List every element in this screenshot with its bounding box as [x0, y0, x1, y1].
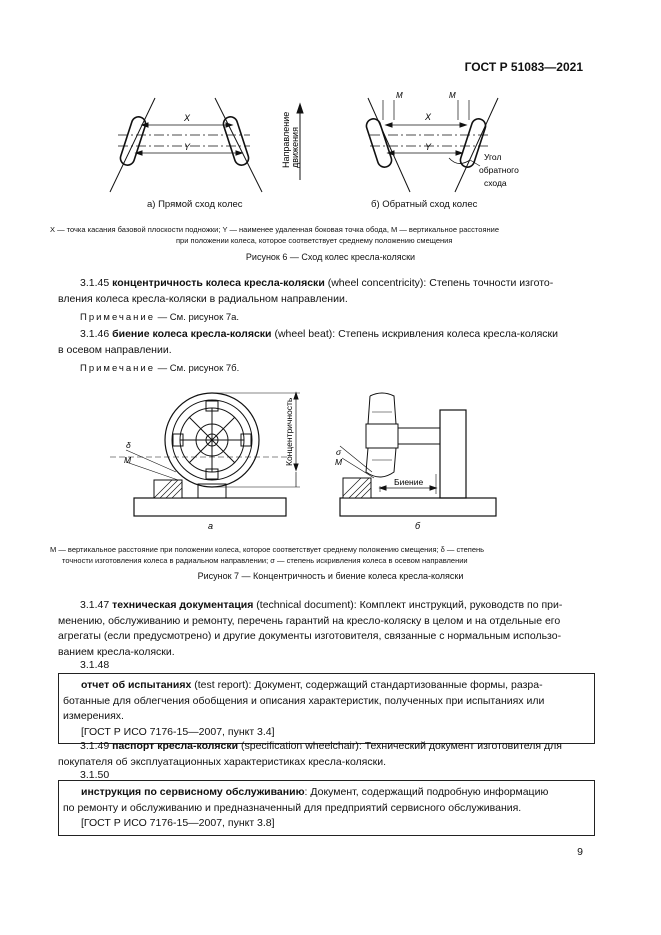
clause-text-2: покупателя об эксплуатационных характеристиках кресла-коляски. — [58, 755, 386, 768]
fig7-sub-a: а — [208, 521, 214, 531]
fig6b-caption: б) Обратный сход колес — [371, 199, 478, 210]
fig7-legend-line2: точности изготовления колеса в радиальном направлении; σ — степень искривления колеса в осевом направлении — [62, 556, 468, 565]
note-2 — [80, 363, 239, 374]
clause-text-3: измерениях. — [63, 710, 124, 722]
beat-label: Биение — [394, 477, 424, 487]
direction-label-2: движения — [290, 127, 300, 168]
direction-label-1: Направление — [281, 111, 291, 168]
clause-text-2: менению, обслуживанию и ремонту, перечень гарантий на кресло-коляску в целом и на отдельные его — [58, 614, 561, 627]
clause-text: : Документ, содержащий подробную информацию — [304, 786, 549, 798]
reference: [ГОСТ Р ИСО 7176-15—2007, пункт 3.4] — [81, 725, 275, 738]
fig7a-label-m: M — [124, 455, 132, 465]
clause-text-3: агрегаты (если предусмотрено) и другие документы изготовителя, связанные с нормальным использо- — [58, 630, 562, 642]
fig6a-label-y: Y — [184, 142, 191, 152]
note-text: — См. рисунок 7б. — [155, 363, 240, 374]
figure-7-title: Рисунок 7 — Концентричность и биение колеса кресла-коляски — [197, 571, 464, 581]
note-1 — [80, 312, 239, 323]
clause-number-3-1-50: 3.1.50 — [80, 769, 110, 781]
clause-3-1-49 — [58, 739, 593, 770]
fig6b-label-m2: M — [449, 91, 456, 100]
fig7b-label-sigma: σ — [336, 447, 342, 457]
fig6b-label-y: Y — [425, 142, 432, 152]
clause-text-2: ботанные для облегчения обобщения и описания характеристик, полученных при испытаниях или — [63, 694, 545, 707]
note-label: Примечание — [80, 363, 155, 374]
term: инструкция по сервисному обслуживанию — [81, 786, 305, 798]
clause-text-2: вления колеса кресла-коляски в радиальном направлении. — [58, 292, 348, 305]
clause-3-1-45 — [58, 276, 593, 307]
concentricity-label: Концентричность — [284, 397, 294, 466]
figure-7-drawing — [0, 384, 661, 534]
reference: [ГОСТ Р ИСО 7176-15—2007, пункт 3.8] — [81, 817, 275, 829]
clause-3-1-46 — [58, 327, 593, 358]
term: техническая документация — [112, 599, 254, 611]
angle-label-3: схода — [484, 178, 507, 188]
clause-text-4: ванием кресла-коляски. — [58, 645, 175, 658]
note-text: — См. рисунок 7а. — [155, 312, 240, 323]
angle-label-2: обратного — [479, 165, 519, 175]
clause-text-2: в осевом направлении. — [58, 343, 172, 356]
term: биение колеса кресла-коляски — [112, 328, 272, 340]
clause-text: (specification wheelchair): Технический документ изготовителя для — [238, 740, 562, 752]
fig6a-caption: а) Прямой сход колес — [147, 199, 243, 210]
clause-number-3-1-48: 3.1.48 — [80, 659, 110, 671]
fig7-sub-b: б — [415, 521, 421, 531]
clause-number: 3.1.46 — [80, 328, 110, 340]
note-label: Примечание — [80, 312, 155, 323]
fig6-legend — [50, 224, 610, 246]
clause-3-1-47 — [58, 598, 593, 660]
term: паспорт кресла-коляски — [112, 740, 239, 752]
fig7-legend-line1: M — вертикальное расстояние при положении колеса, которое соответствует среднему положению смещения; δ — степень — [50, 545, 485, 554]
figure-7a-diagram — [110, 393, 300, 516]
figure-6b-diagram — [365, 98, 498, 192]
clause-text: (wheel beat): Степень искривления колеса кресла-коляски — [271, 328, 558, 340]
fig6-legend-line1: X — точка касания базовой плоскости подножки; Y — наименее удаленная боковая точка обода, M — вертикальное расстояние — [50, 225, 500, 234]
fig6b-label-m1: M — [396, 91, 403, 100]
document-header: ГОСТ Р 51083—2021 — [464, 60, 583, 74]
term: концентричность колеса кресла-коляски — [112, 277, 325, 289]
clause-text: (test report): Документ, содержащий стандартизованные формы, разра- — [191, 679, 543, 691]
figure-6-drawing — [0, 80, 661, 210]
fig6-legend-line2: при положении колеса, которое соответствует среднему положению смещения — [176, 236, 453, 245]
fig6b-label-x: X — [425, 112, 432, 122]
fig7b-label-m: M — [335, 457, 343, 467]
clause-number: 3.1.49 — [80, 740, 110, 752]
angle-label-1: Угол — [484, 152, 502, 162]
clause-number: 3.1.47 — [80, 599, 110, 611]
figure-6-title: Рисунок 6 — Сход колес кресла-коляски — [245, 252, 416, 262]
page-number: 9 — [577, 846, 583, 858]
figure-7b-diagram — [340, 393, 496, 516]
clause-3-1-48-box — [58, 673, 595, 744]
fig7a-label-delta: δ — [126, 440, 131, 450]
fig6a-label-x: X — [184, 113, 191, 123]
fig7-legend — [50, 544, 610, 566]
clause-3-1-50-box — [58, 780, 595, 836]
clause-text: (wheel concentricity): Степень точности изгото- — [324, 277, 554, 289]
clause-text: (technical document): Комплект инструкций, руководств по при- — [253, 599, 563, 611]
clause-number: 3.1.45 — [80, 277, 110, 289]
term: отчет об испытаниях — [81, 679, 192, 691]
clause-text-2: по ремонту и обслуживанию и предназначенный для предприятий сервисного обслуживания. — [63, 801, 522, 814]
